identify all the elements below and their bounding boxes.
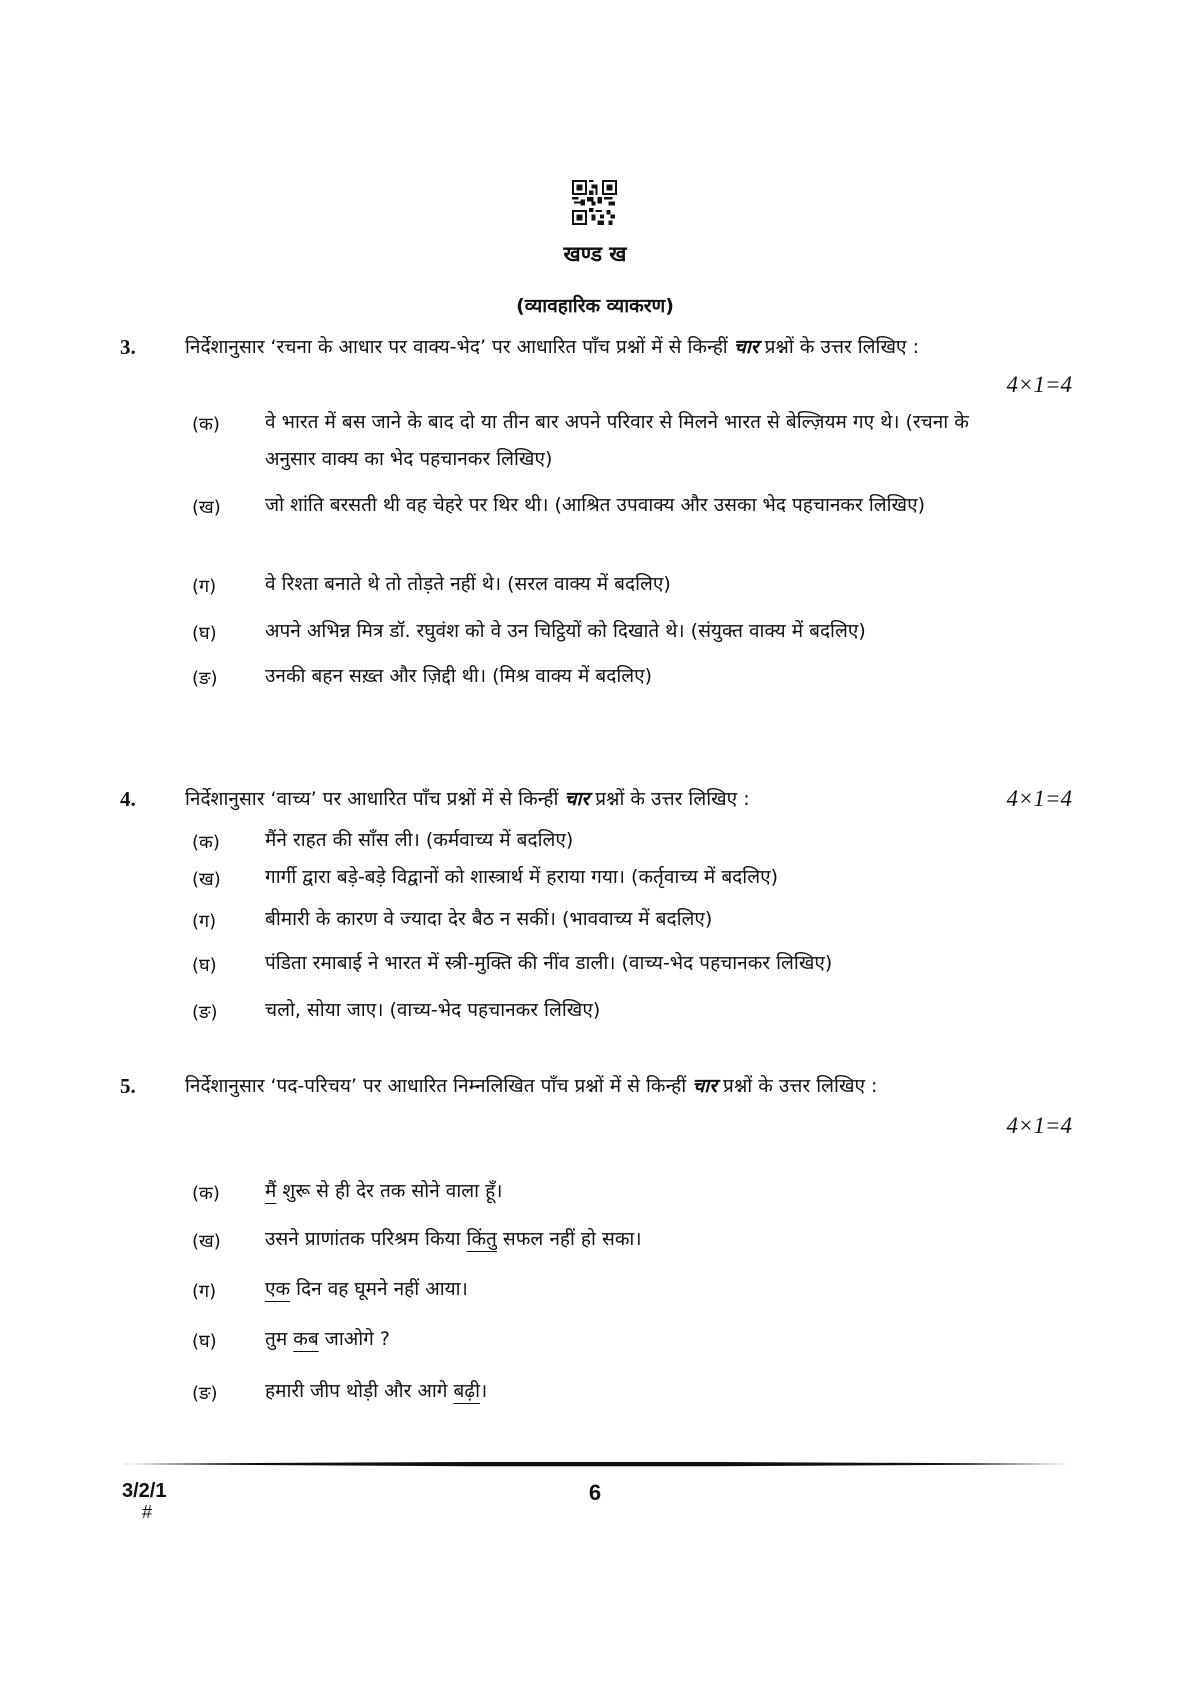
q5-item-text: हमारी जीप थोड़ी और आगे बढ़ी। [265,1380,488,1402]
q4-item-label: (ङ) [192,1002,218,1023]
q4-item-text: चलो, सोया जाए। (वाच्य-भेद पहचानकर लिखिए) [265,999,601,1021]
q3-item-text: अपने अभिन्न मित्र डॉ. रघुवंश को वे उन चिट्ठियों को दिखाते थे। (संयुक्त वाक्य में बदलिए) [265,620,866,642]
underlined-word: मैं [265,1180,277,1202]
q5-item-text: मैं शुरू से ही देर तक सोने वाला हूँ। [265,1180,503,1202]
q5-item-label: (घ) [192,1331,217,1352]
emphasis-char: चार [564,788,590,810]
q4-item-text: पंडिता रमाबाई ने भारत में स्त्री-मुक्ति की नींव डाली। (वाच्य-भेद पहचानकर लिखिए) [265,952,833,974]
q4-item-label: (ख) [192,869,221,890]
q4-item-label: (घ) [192,955,217,976]
hash-mark: # [142,1502,153,1522]
q3-item-label: (ख) [192,497,221,518]
underlined-word: कब [293,1328,319,1350]
q5-item-label: (क) [192,1183,220,1204]
q5-item-label: (ङ) [192,1383,218,1404]
emphasis-char: चार [692,1075,717,1097]
q4-item-label: (क) [192,832,220,853]
q3-item-label: (घ) [192,623,217,644]
question-4-instruction: निर्देशानुसार ‘वाच्य’ पर आधारित पाँच प्रश्नों में से किन्हीं चार प्रश्नों के उत्तर लिखिए : [185,788,750,810]
footer-divider [120,1461,1070,1467]
qr-code-icon [572,180,617,225]
q3-item-label: (क) [192,414,220,435]
q3-item-text: वे भारत में बस जाने के बाद दो या तीन बार अपने परिवार से मिलने भारत से बेल्ज़ियम गए थे। (रचना के अनुसार वाक्य का भेद पहचानकर लिखिए) [265,411,969,470]
q3-item-text: उनकी बहन सख़्त और ज़िद्दी थी। (मिश्र वाक्य में बदलिए) [265,665,653,687]
underlined-word: किंतु [466,1228,497,1250]
page-number: 6 [588,1480,602,1505]
question-3-marks: 4×1=4 [1006,372,1072,397]
section-subtitle: (व्यावहारिक व्याकरण) [516,295,674,317]
question-3-number: 3. [120,335,136,359]
q5-item-text: तुम कब जाओगे ? [265,1328,391,1350]
q5-item-label: (ग) [192,1281,217,1302]
q4-item-text: गार्गी द्वारा बड़े-बड़े विद्वानों को शास्त्रार्थ में हराया गया। (कर्तृवाच्य में बदलिए) [265,866,778,888]
q3-item-label: (ग) [192,576,217,597]
question-5-instruction: निर्देशानुसार ‘पद-परिचय’ पर आधारित निम्नलिखित पाँच प्रश्नों में से किन्हीं चार प्रश्नों के उत्तर लिखिए : [185,1075,878,1097]
q3-item-text: जो शांति बरसती थी वह चेहरे पर थिर थी। (आश्रित उपवाक्य और उसका भेद पहचानकर लिखिए) [265,494,926,516]
q4-item-label: (ग) [192,911,217,932]
q5-item-text: उसने प्राणांतक परिश्रम किया किंतु सफल नहीं हो सका। [265,1228,642,1250]
question-5-marks: 4×1=4 [1006,1113,1072,1138]
q4-item-text: बीमारी के कारण वे ज्यादा देर बैठ न सकीं। (भाववाच्य में बदलिए) [265,908,713,930]
question-4-number: 4. [120,787,136,811]
q4-item-text: मैंने राहत की साँस ली। (कर्मवाच्य में बदलिए) [265,829,574,851]
underlined-word: बढ़ी [453,1380,481,1402]
q5-item-text: एक दिन वह घूमने नहीं आया। [265,1278,468,1300]
paper-code: 3/2/1 [122,1480,167,1502]
question-3-instruction: निर्देशानुसार ‘रचना के आधार पर वाक्य-भेद’ पर आधारित पाँच प्रश्नों में से किन्हीं चार प्रश्नों के उत्तर लिखिए : [185,336,919,358]
q3-item-label: (ङ) [192,668,218,689]
question-4-marks: 4×1=4 [1006,786,1072,811]
q3-item-text: वे रिश्ता बनाते थे तो तोड़ते नहीं थे। (सरल वाक्य में बदलिए) [265,573,671,595]
q5-item-label: (ख) [192,1231,221,1252]
underlined-word: एक [265,1278,291,1300]
emphasis-char: चार [733,336,759,358]
question-5-number: 5. [120,1074,136,1098]
section-title: खण्ड ख [563,242,627,266]
